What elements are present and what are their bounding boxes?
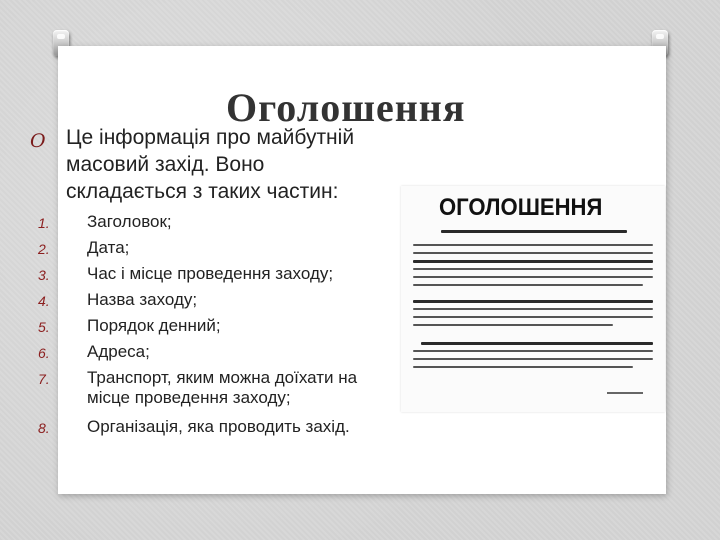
- list-number: 1.: [38, 215, 50, 231]
- list-item-text: Транспорт, яким можна доїхати на: [87, 368, 358, 387]
- document-heading: ОГОЛОШЕННЯ: [439, 194, 603, 221]
- intro-line: Це інформація про майбутній: [66, 126, 355, 149]
- document-text-line: [413, 284, 643, 286]
- document-text-line: [413, 366, 633, 368]
- announcement-document-image: [401, 186, 665, 412]
- list-item: [87, 417, 387, 437]
- list-number: 8.: [38, 420, 50, 436]
- list-item-text: Дата;: [87, 238, 130, 257]
- document-signature: [607, 392, 643, 394]
- list-item: [87, 316, 387, 336]
- list-item: [87, 238, 387, 258]
- list-item-text: Назва заходу;: [87, 290, 198, 309]
- list-number: 6.: [38, 345, 50, 361]
- list-item: [87, 368, 387, 408]
- document-text-line: [441, 230, 627, 233]
- list-number: 4.: [38, 293, 50, 309]
- document-text-line: [413, 300, 653, 303]
- intro-line: складається з таких частин:: [66, 180, 339, 203]
- list-item-text: Порядок денний;: [87, 316, 221, 335]
- document-text-line: [413, 260, 653, 263]
- document-text-line: [413, 276, 653, 278]
- intro-line: масовий захід. Воно: [66, 153, 265, 176]
- list-item-text: Організація, яка проводить захід.: [87, 417, 350, 436]
- list-number: 7.: [38, 371, 50, 387]
- document-text-line: [413, 316, 653, 318]
- document-text-line: [413, 268, 653, 270]
- document-text-line: [413, 358, 653, 360]
- slide-title: Оголошення: [226, 85, 466, 130]
- document-text-line: [413, 308, 653, 310]
- document-text-line: [421, 342, 653, 345]
- list-item-text: Адреса;: [87, 342, 150, 361]
- list-number: 2.: [38, 241, 50, 257]
- document-text-line: [413, 324, 613, 326]
- list-item: [87, 342, 387, 362]
- list-item: [87, 264, 387, 284]
- list-item-text: Заголовок;: [87, 212, 172, 231]
- list-item-text: місце проведення заходу;: [87, 388, 291, 407]
- list-number: 3.: [38, 267, 50, 283]
- list-number: 5.: [38, 319, 50, 335]
- list-item: [87, 212, 387, 232]
- bullet-marker: O: [30, 130, 46, 152]
- document-text-line: [413, 252, 653, 254]
- document-text-line: [413, 350, 653, 352]
- list-item: [87, 290, 387, 310]
- document-text-line: [413, 244, 653, 246]
- list-item-text: Час і місце проведення заходу;: [87, 264, 334, 283]
- intro-text: [66, 124, 406, 205]
